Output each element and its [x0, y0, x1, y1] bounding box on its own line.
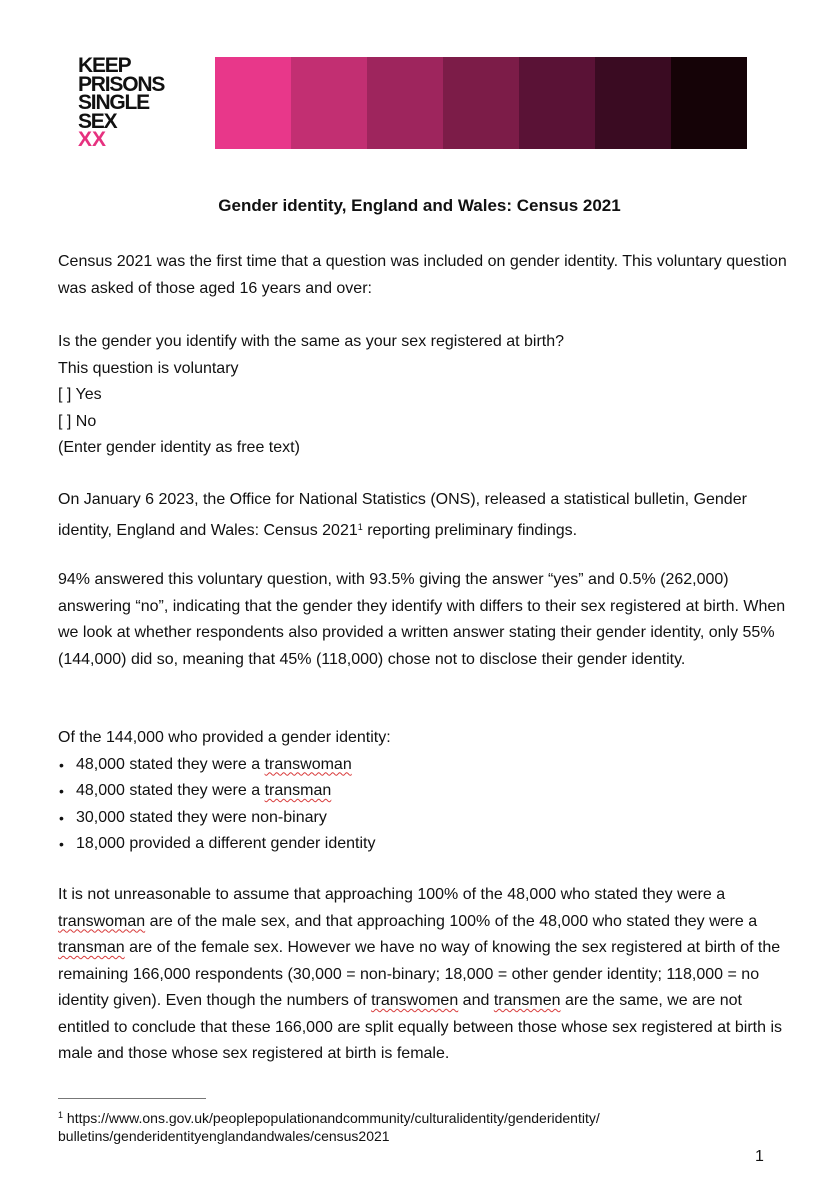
footnote-link-continued[interactable]: bulletins/genderidentityenglandandwales/census2021: [58, 1128, 390, 1144]
list-item-text: 18,000 provided a different gender identity: [76, 835, 376, 852]
intro-paragraph: Census 2021 was the first time that a question was included on gender identity. This voluntary question was asked of those aged 16 years and over:: [58, 253, 787, 297]
footnote-ref: 1: [357, 521, 363, 532]
option-yes: [ ] Yes: [58, 386, 102, 403]
spellcheck-word: transwomen: [371, 992, 459, 1009]
list-item: [58, 831, 788, 858]
question-text: Is the gender you identify with the same as your sex registered at birth?: [58, 333, 565, 350]
conclusion-text: are of the male sex, and that approaching 100% of the 48,000 who stated they were a: [145, 912, 758, 930]
spellcheck-word: transman: [264, 782, 332, 799]
list-item-text: 30,000 stated they were non-binary: [76, 808, 327, 826]
identity-list: [58, 752, 788, 858]
color-swatch: [595, 57, 671, 149]
release-paragraph: [58, 487, 788, 544]
conclusion-text: are of the female sex. However we have no way of knowing the sex registered at birth of the remaining 166,000 respondents (30,000 = non-binary; 18,000 = other gender identity; 118,000 = no identity given). Even though the numbers of: [58, 939, 781, 1009]
list-item: [58, 752, 788, 779]
color-swatch-banner: [215, 57, 747, 149]
color-swatch: [367, 57, 443, 149]
footnote-number: 1: [58, 1110, 64, 1120]
list-item-text: 48,000 stated they were a: [76, 782, 265, 799]
conclusion-paragraph: [58, 882, 788, 1068]
logo-line: PRISONS: [78, 72, 165, 96]
footnote-divider: [58, 1098, 206, 1099]
page-number: 1: [755, 1148, 764, 1165]
document-title: Gender identity, England and Wales: Census 2021: [218, 196, 621, 215]
question-note: This question is voluntary: [58, 359, 239, 377]
spellcheck-word: transwoman: [264, 755, 352, 773]
list-item: [58, 778, 788, 805]
color-swatch: [215, 57, 291, 149]
logo-line: SINGLE: [78, 91, 149, 114]
spellcheck-word: transwoman: [58, 912, 146, 930]
logo-line: KEEP: [78, 54, 131, 77]
list-item-text: 48,000 stated they were a: [76, 755, 265, 773]
release-text: On January 6 2023, the Office for National Statistics (ONS), released a statistical bulletin, Gender identity, England and Wales: Census 2021: [58, 491, 747, 539]
findings-paragraph: 94% answered this voluntary question, with 93.5% giving the answer “yes” and 0.5% (262,000) answering “no”, indicating that the gender they identify with differs to their sex registered at birth. When we look at whether respondents also provided a written answer stating their gender identity, only 55% (144,000) did so, meaning that 45% (118,000) chose not to disclose their gender identity.: [58, 571, 786, 668]
identity-breakdown: [58, 725, 788, 858]
conclusion-text: It is not unreasonable to assume that approaching 100% of the 48,000 who stated they were a: [58, 886, 726, 903]
footnote-line: [58, 1106, 788, 1127]
logo-xx: XX: [78, 128, 107, 151]
option-no: [ ] No: [58, 412, 97, 430]
conclusion-text: and: [458, 992, 494, 1009]
color-swatch: [443, 57, 519, 149]
keep-prisons-single-sex-logo: [78, 54, 198, 151]
release-text-end: reporting preliminary findings.: [362, 521, 578, 539]
logo-line: SEX: [78, 109, 117, 133]
color-swatch: [291, 57, 367, 149]
list-intro: Of the 144,000 who provided a gender identity:: [58, 729, 391, 746]
list-item: [58, 805, 788, 832]
census-question-block: [58, 329, 788, 462]
color-swatch: [671, 57, 747, 149]
color-swatch: [519, 57, 595, 149]
conclusion-text: are the same, we are not entitled to conclude that these 166,000 are split equally between those whose sex registered at birth is male and those whose sex registered at birth is female.: [58, 992, 783, 1062]
spellcheck-word: transman: [58, 939, 125, 956]
footnote-link[interactable]: https://www.ons.gov.uk/peoplepopulationandcommunity/culturalidentity/genderidentity/: [63, 1110, 600, 1126]
free-text-instruction: (Enter gender identity as free text): [58, 439, 300, 456]
footnote: [58, 1106, 788, 1145]
spellcheck-word: transmen: [493, 992, 561, 1009]
